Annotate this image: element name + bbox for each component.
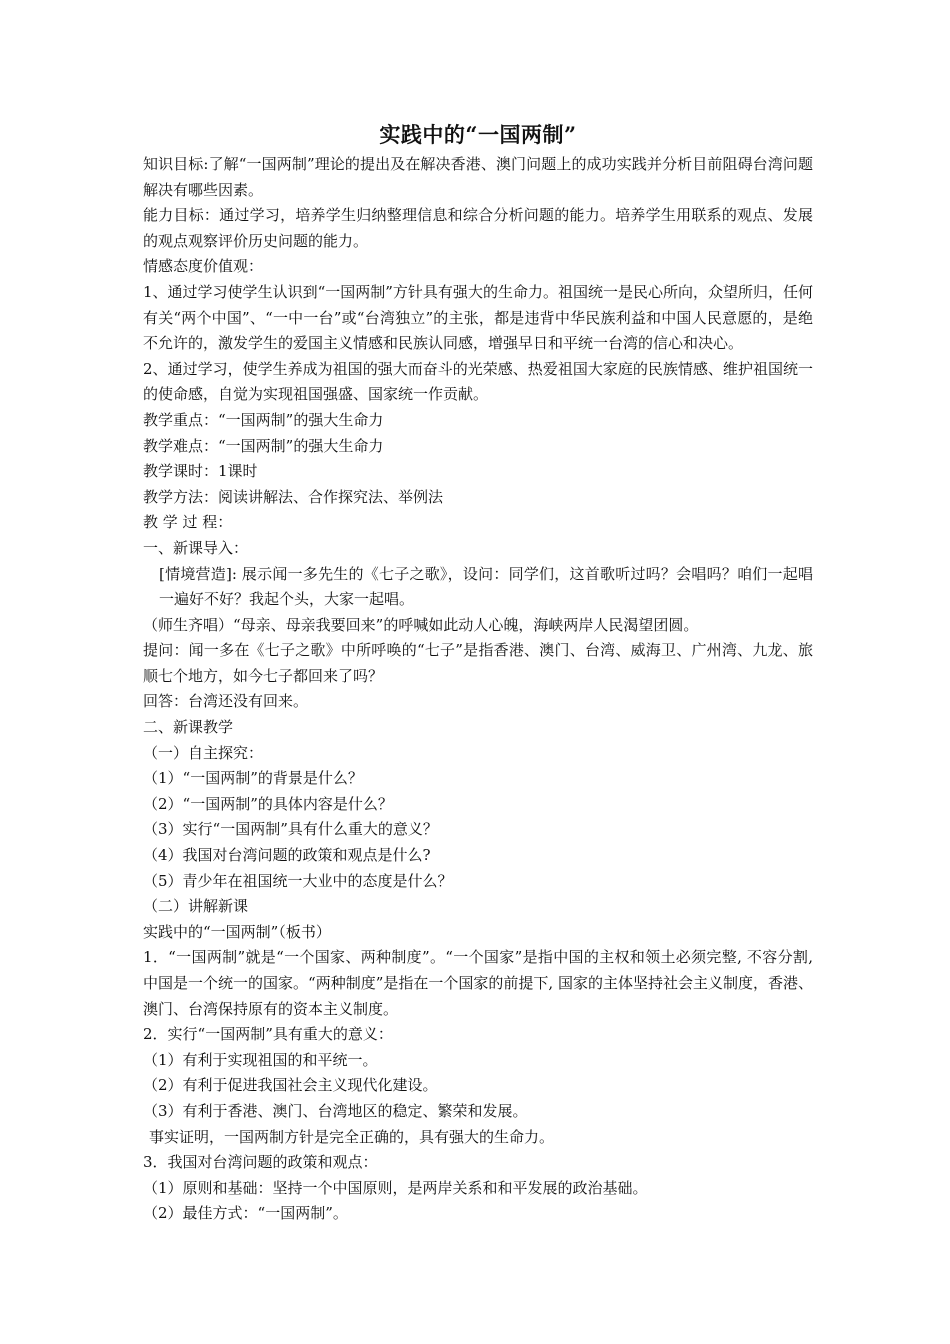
values-heading: 情感态度价值观： bbox=[143, 257, 264, 276]
board-title: 实践中的“一国两制”（板书） bbox=[143, 922, 331, 941]
self-study-question-5: （5）青少年在祖国统一大业中的态度是什么？ bbox=[143, 871, 453, 890]
answer-paragraph: 回答：台湾还没有回来。 bbox=[143, 692, 309, 711]
self-study-question-4: （4）我国对台湾问题的政策和观点是什么? bbox=[143, 846, 431, 865]
section-intro-heading: 一、新课导入： bbox=[143, 538, 249, 557]
ability-objective: 能力目标：通过学习，培养学生归纳整理信息和综合分析问题的能力。培养学生用联系的观点、发展的观点观察评价历史问题的能力。 bbox=[143, 206, 813, 250]
point-2-item-2: （2）有利于促进我国社会主义现代化建设。 bbox=[143, 1076, 438, 1095]
point-2-item-3: （3）有利于香港、澳门、台湾地区的稳定、繁荣和发展。 bbox=[143, 1101, 528, 1120]
teaching-difficulty: 教学难点：“一国两制”的强大生命力 bbox=[143, 436, 384, 455]
values-point-2: 2、通过学习，使学生养成为祖国的强大而奋斗的光荣感、热爱祖国大家庭的民族情感、维护祖国统一的使命感，自觉为实现祖国强盛、国家统一作贡献。 bbox=[143, 359, 813, 404]
point-2-item-1: （1）有利于实现祖国的和平统一。 bbox=[143, 1050, 378, 1069]
conclusion-sentence: 事实证明，一国两制方针是完全正确的，具有强大的生命力。 bbox=[149, 1127, 555, 1146]
point-2-heading: 2．实行“一国两制”具有重大的意义： bbox=[143, 1025, 393, 1044]
self-study-question-2: （2）“一国两制”的具体内容是什么？ bbox=[143, 794, 393, 813]
teaching-methods: 教学方法：阅读讲解法、合作探究法、举例法 bbox=[143, 487, 444, 506]
point-3-item-1: （1）原则和基础：坚持一个中国原则，是两岸关系和和平发展的政治基础。 bbox=[143, 1178, 648, 1197]
scenario-paragraph: [情境营造]: 展示闻一多先生的《七子之歌》，设问：同学们，这首歌听过吗？会唱吗？咱们一起唱一遍好不好？我起个头，大家一起唱。 bbox=[159, 564, 813, 609]
document-page bbox=[143, 120, 813, 1227]
sing-together-paragraph: （师生齐唱）“母亲、母亲我要回来”的呼喊如此动人心魄，海峡两岸人民渴望团圆。 bbox=[143, 615, 699, 634]
self-study-question-3: （3）实行“一国两制”具有什么重大的意义？ bbox=[143, 820, 438, 839]
point-1-definition: 1．“一国两制”就是“一个国家、两种制度”。“一个国家”是指中国的主权和领土必须完整, 不容分割, 中国是一个统一的国家。“两种制度”是指在一个国家的前提下, 国家的主体坚持社会主义制度，香港、澳门、台湾保持原有的资本主义制度。 bbox=[143, 948, 813, 1018]
teaching-focus: 教学重点：“一国两制”的强大生命力 bbox=[143, 410, 384, 429]
teaching-process-heading: 教 学 过 程： bbox=[143, 513, 233, 532]
question-paragraph: 提问：闻一多在《七子之歌》中所呼唤的“七子”是指香港、澳门、台湾、威海卫、广州湾、九龙、旅顺七个地方，如今七子都回来了吗？ bbox=[143, 641, 813, 685]
teaching-hours: 教学课时：1课时 bbox=[143, 462, 258, 481]
self-study-question-1: （1）“一国两制”的背景是什么？ bbox=[143, 769, 363, 788]
values-point-1: 1、通过学习使学生认识到“一国两制”方针具有强大的生命力。祖国统一是民心所向，众望所归，任何有关“两个中国”、“一中一台”或“台湾独立”的主张，都是违背中华民族利益和中国人民意愿的，是绝不允许的，激发学生的爱国主义情感和民族认同感，增强早日和平统一台湾的信心和决心。 bbox=[143, 282, 813, 353]
self-study-heading: （一）自主探究： bbox=[143, 743, 264, 762]
lecture-heading: （二）讲解新课 bbox=[143, 897, 249, 916]
section-new-lesson-heading: 二、新课教学 bbox=[143, 718, 234, 737]
document-title: 实践中的“一国两制” bbox=[379, 122, 577, 147]
point-3-item-2: （2）最佳方式：“一国两制”。 bbox=[143, 1204, 348, 1223]
point-3-heading: 3．我国对台湾问题的政策和观点： bbox=[143, 1153, 378, 1172]
knowledge-objective: 知识目标:了解“一国两制”理论的提出及在解决香港、澳门问题上的成功实践并分析目前阻碍台湾问题解决有哪些因素。 bbox=[143, 155, 813, 199]
